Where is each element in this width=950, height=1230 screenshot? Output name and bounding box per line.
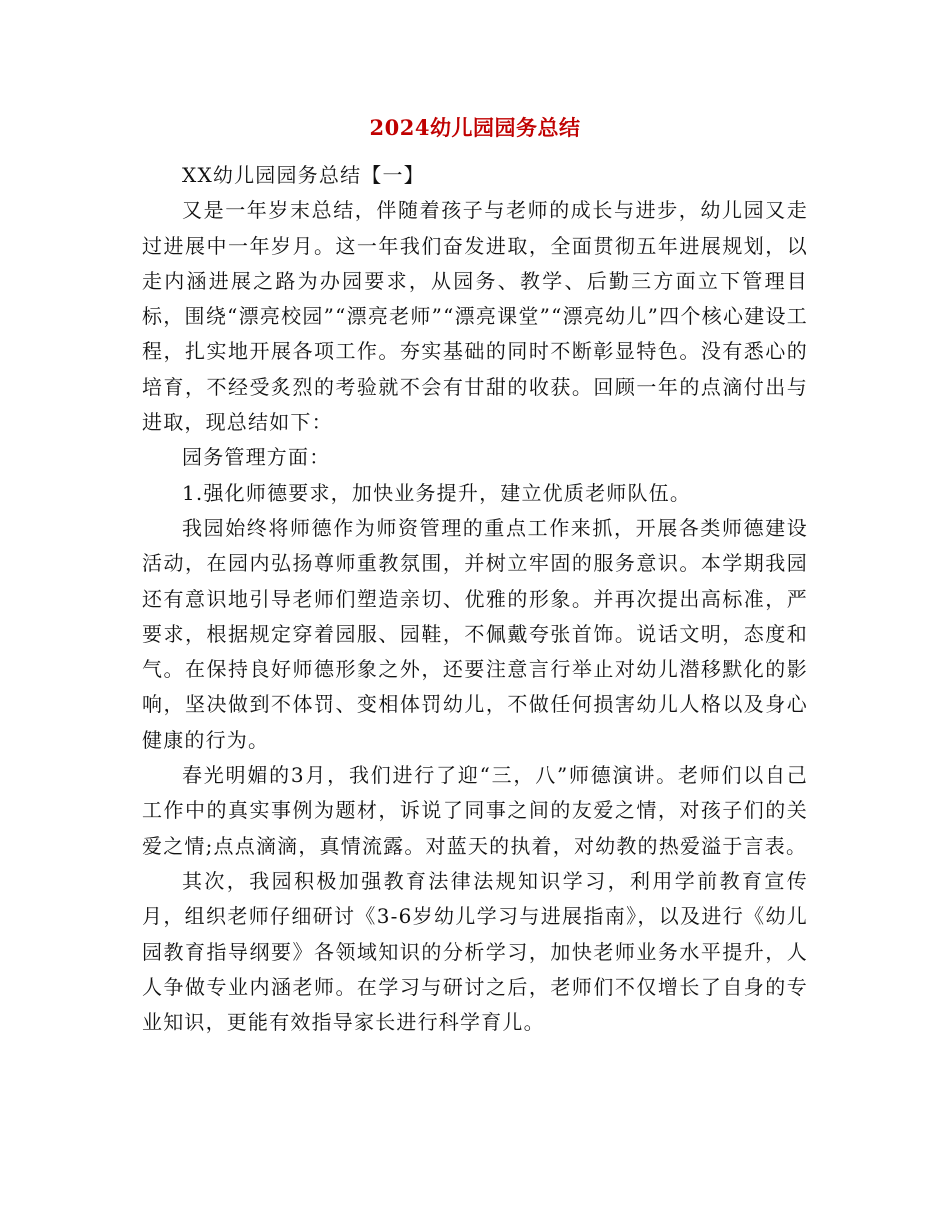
section-heading: XX幼儿园园务总结【一】 — [182, 163, 425, 187]
numbered-heading: 1.强化师德要求，加快业务提升，建立优质老师队伍。 — [182, 480, 692, 505]
paragraph: 其次，我园积极加强教育法律法规知识学习，利用学前教育宣传月，组织老师仔细研讨《3-6岁幼儿学习与进展指南》，以及进行《幼儿园教育指导纲要》各领域知识的分析学习，加快老师业务水平提升，人人争做专业内涵老师。在学习与研讨之后，老师们不仅增长了自身的专业知识，更能有效指导家长进行科学育儿。 — [142, 868, 808, 1035]
paragraph: 我园始终将师德作为师资管理的重点工作来抓，开展各类师德建设活动，在园内弘扬尊师重教氛围，并树立牢固的服务意识。本学期我园还有意识地引导老师们塑造亲切、优雅的形象。并再次提出高标准，严要求，根据规定穿着园服、园鞋，不佩戴夸张首饰。说话文明，态度和气。在保持良好师德形象之外，还要注意言行举止对幼儿潜移默化的影响，坚决做到不体罚、变相体罚幼儿，不做任何损害幼儿人格以及身心健康的行为。 — [142, 515, 808, 752]
paragraph: 春光明媚的3月，我们进行了迎“三，八”师德演讲。老师们以自己工作中的真实事例为题材，诉说了同事之间的友爱之情，对孩子们的关爱之情;点点滴滴，真情流露。对蓝天的执着，对幼教的热爱溢于言表。 — [142, 763, 808, 858]
subsection-heading: 园务管理方面： — [182, 445, 331, 470]
paragraph: 又是一年岁末总结，伴随着孩子与老师的成长与进步，幼儿园又走过进展中一年岁月。这一年我们奋发进取，全面贯彻五年进展规划，以走内涵进展之路为办园要求，从园务、教学、后勤三方面立下管理目标，围绕“漂亮校园”“漂亮老师”“漂亮课堂”“漂亮幼儿”四个核心建设工程，扎实地开展各项工作。夯实基础的同时不断彰显特色。没有悉心的培育，不经受炙烈的考验就不会有甘甜的收获。回顾一年的点滴付出与进取，现总结如下： — [142, 198, 808, 435]
document-title: 2024幼儿园园务总结 — [369, 115, 581, 140]
document-body — [142, 158, 808, 1040]
